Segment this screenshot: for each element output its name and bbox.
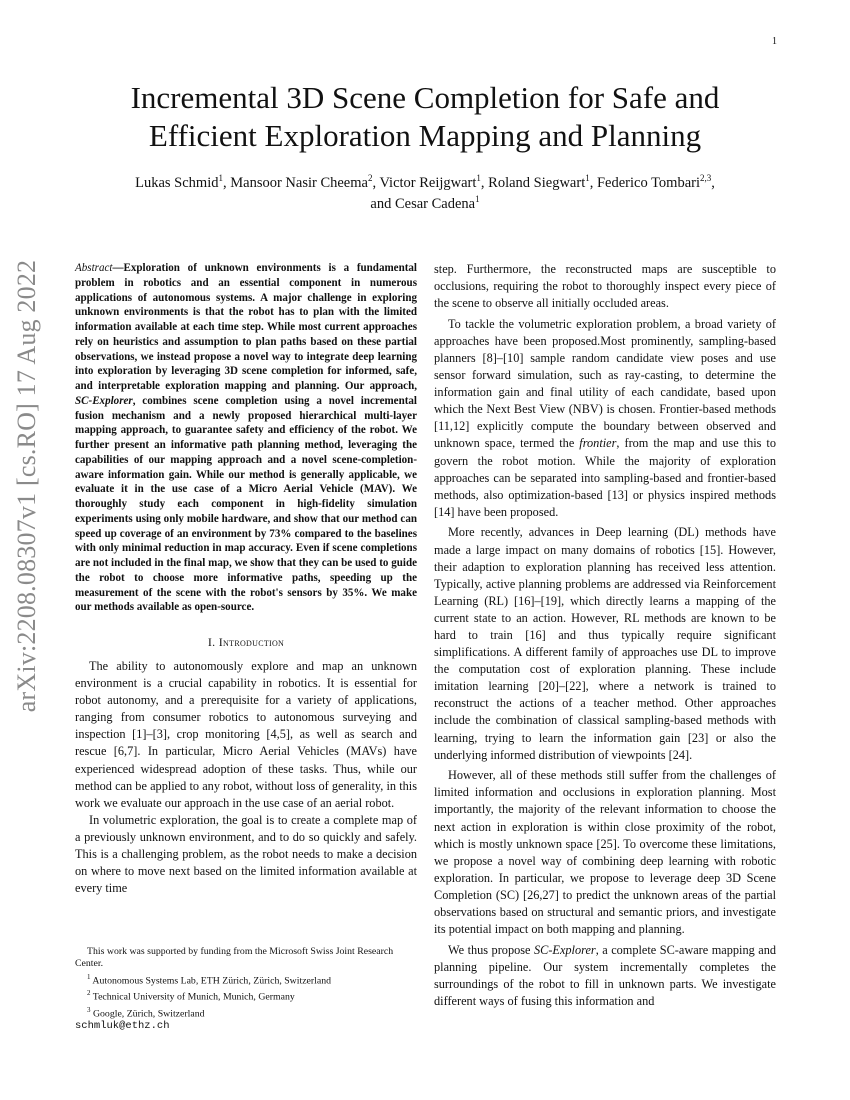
- affiliation-mark: 1: [218, 173, 223, 184]
- page-number: 1: [772, 36, 777, 47]
- abstract-text: , combines scene completion using a novel incremental fusion mechanism and a newly proposed hierarchical multi-layer mapping approach, to guarantee safety and efficiency of the robot. We further present an informative path planning method, leveraging the capabilities of our mapping approach and a novel scene-completion-aware information gain. While our method is generally applicable, we evaluate it in the use case of a Micro Aerial Vehicle (MAV). We thoroughly study each component in high-fidelity simulation experiments using only mobile hardware, and show that our method can speed up coverage of an environment by 73% compared to the baselines with only minimal reduction in map accuracy. Even if scene completions are not included in the final map, we show that they can be used to guide the robot to choose more informative paths, speeding up the measurement of the scene with the robot's sensors by 35%. We make our methods available as open-source.: [75, 394, 417, 614]
- affiliation-mark: 1: [585, 173, 590, 184]
- paragraph-limitations: However, all of these methods still suffer from the challenges of limited information and occlusions in exploration planning. Most importantly, the majority of the relevant information to choose the next action in exploration is within close proximity of the robot, which is mostly unknown space [25]. To overcome these limitations, we propose a novel way of combining deep learning with robotic exploration. In particular, we propose to leverage deep 3D Scene Completion (SC) [26,27] to predict the unknown areas of the partial observations based on structural and semantic priors, and investigate its potential impact on both mapping and planning.: [434, 768, 776, 937]
- paper-title: [60, 79, 790, 155]
- left-column: [75, 261, 417, 897]
- contact-email: schmluk@ethz.ch: [75, 1020, 170, 1033]
- affiliation-mark: 1: [475, 194, 480, 205]
- author-name: , Victor Reijgwart: [372, 175, 477, 191]
- author-name: , Mansoor Nasir Cheema: [222, 175, 368, 191]
- affiliation-mark: 1: [476, 173, 481, 184]
- emphasis-frontier: frontier: [579, 436, 617, 451]
- right-column: [434, 261, 776, 1014]
- section-numeral: I.: [207, 635, 219, 649]
- section-name: Introduction: [218, 635, 285, 649]
- paragraph-text: , a complete SC-aware mapping and planning pipeline. Our system incrementally completes the surroundings of the robot to fill in unknown parts. We investigate different ways of fusing this information and: [434, 942, 777, 1008]
- affiliation-mark: 3: [87, 1005, 91, 1014]
- abstract-label: Abstract: [75, 262, 113, 274]
- affiliation-mark: 2: [87, 989, 91, 998]
- author-list: [60, 173, 790, 215]
- affiliation-text: Google, Zürich, Switzerland: [90, 1007, 205, 1019]
- affiliation-mark: 2,3: [700, 173, 712, 184]
- affiliation-mark: 1: [87, 972, 91, 981]
- author-name: Lukas Schmid: [135, 175, 219, 191]
- funding-note: This work was supported by funding from the Microsoft Swiss Joint Research Center.: [75, 946, 394, 970]
- footnotes: [75, 946, 417, 1033]
- affiliation-3: [75, 1004, 417, 1021]
- method-name: SC-Explorer: [533, 942, 596, 957]
- affiliation-text: Technical University of Munich, Munich, Germany: [90, 991, 295, 1003]
- abstract-text: —Exploration of unknown environments is a fundamental problem in robotics and an essential component in numerous applications of autonomous systems. A major challenge in exploring unknown environments is that the robot has to plan with the limited information available at each time step. While most current approaches rely on heuristics and assumption to plan paths based on these partial observations, we instead propose a novel way to integrate deep learning into exploration by leveraging 3D scene completion for informed, safe, and interpretable exploration mapping and planning. Our approach,: [75, 262, 417, 392]
- authors-line-2: [60, 194, 790, 215]
- paragraph-continuation: step. Furthermore, the reconstructed maps are susceptible to occlusions, requiring the robot to thoroughly inspect every piece of the scene to observe all initially occluded areas.: [434, 262, 776, 311]
- author-name: , Federico Tombari: [589, 175, 700, 191]
- section-heading-introduction: [75, 635, 417, 650]
- affiliation-2: [75, 987, 417, 1004]
- affiliation-1: [75, 971, 417, 988]
- paragraph-approaches: [434, 316, 776, 521]
- title-line-1: Incremental 3D Scene Completion for Safe and: [130, 80, 720, 115]
- abstract: [75, 261, 417, 615]
- author-name: , Roland Siegwart: [480, 175, 586, 191]
- authors-line-1: [60, 173, 790, 194]
- affiliation-mark: 2: [367, 173, 373, 184]
- author-separator: ,: [711, 175, 715, 191]
- arxiv-id: arXiv:2208.08307v1 [cs.RO] 17 Aug 2022: [12, 259, 41, 713]
- paragraph-deep-learning: More recently, advances in Deep learning (DL) methods have made a large impact on many domains of robotics [15]. However, their adaption to exploration planning has received less attention. Typically, active planning problems are addressed via Reinforcement Learning (RL) [16]–[19], which directly learns a mapping of the current state to an action. However, RL methods are known to be hard to train [16] and thus typically require significant simplifications. A different family of approaches use DL to improve the computation cost of exploration planning. These include imitation learning [20]–[22], where a network is trained to reconstruct the actions of a teacher method. Other approaches include the combination of classical sampling-based methods with learning, trying to learn the information gain [23] or also the underlying informed distribution of viewpoints [24].: [434, 525, 776, 762]
- intro-paragraph-2: In volumetric exploration, the goal is to create a complete map of a previously unknown environment, and to do so quickly and safely. This is a challenging problem, as the robot needs to make a decision on where to move next based on the limited information available at every time: [75, 812, 417, 896]
- paragraph-text: , from the map and use this to govern the robot motion. While the majority of exploration approaches can be separated into sampling-based and frontier-based methods, also optimization-based [13] or physics inspired methods [14] have been proposed.: [434, 436, 776, 519]
- intro-paragraph-1: The ability to autonomously explore and map an unknown environment is a crucial capability in robotics. It is essential for robot autonomy, and a prerequisite for a variety of applications, ranging from consumer robotics to autonomous surveying and inspection [1]–[3], crop monitoring [4,5], as well as search and rescue [6,7]. In particular, Micro Aerial Vehicles (MAVs) have experienced widespread adoption of these tasks. Thus, while our method can be applied to any robot, without loss of generality, in this work we evaluate our approach in the use case of an aerial robot.: [75, 659, 417, 810]
- paragraph-contribution: [434, 942, 776, 1010]
- method-name: SC-Explorer: [75, 394, 133, 407]
- arxiv-stamp: [2, 259, 52, 713]
- author-name: and Cesar Cadena: [370, 196, 476, 212]
- paragraph-text: We thus propose: [448, 942, 534, 957]
- affiliation-text: Autonomous Systems Lab, ETH Zürich, Zürich, Switzerland: [90, 974, 332, 986]
- title-line-2: Efficient Exploration Mapping and Planning: [148, 118, 702, 153]
- paragraph-text: To tackle the volumetric exploration problem, a broad variety of approaches have been proposed.Most prominently, sampling-based planners [8]–[10] sample random candidate view poses and use sensor forward simulation, such as ray-casting, to determine the information gain and final utility of each candidate, based upon which the Next Best View (NBV) is chosen. Frontier-based methods [11,12] explicitly compute the boundary between observed and unknown space, termed the: [434, 316, 776, 451]
